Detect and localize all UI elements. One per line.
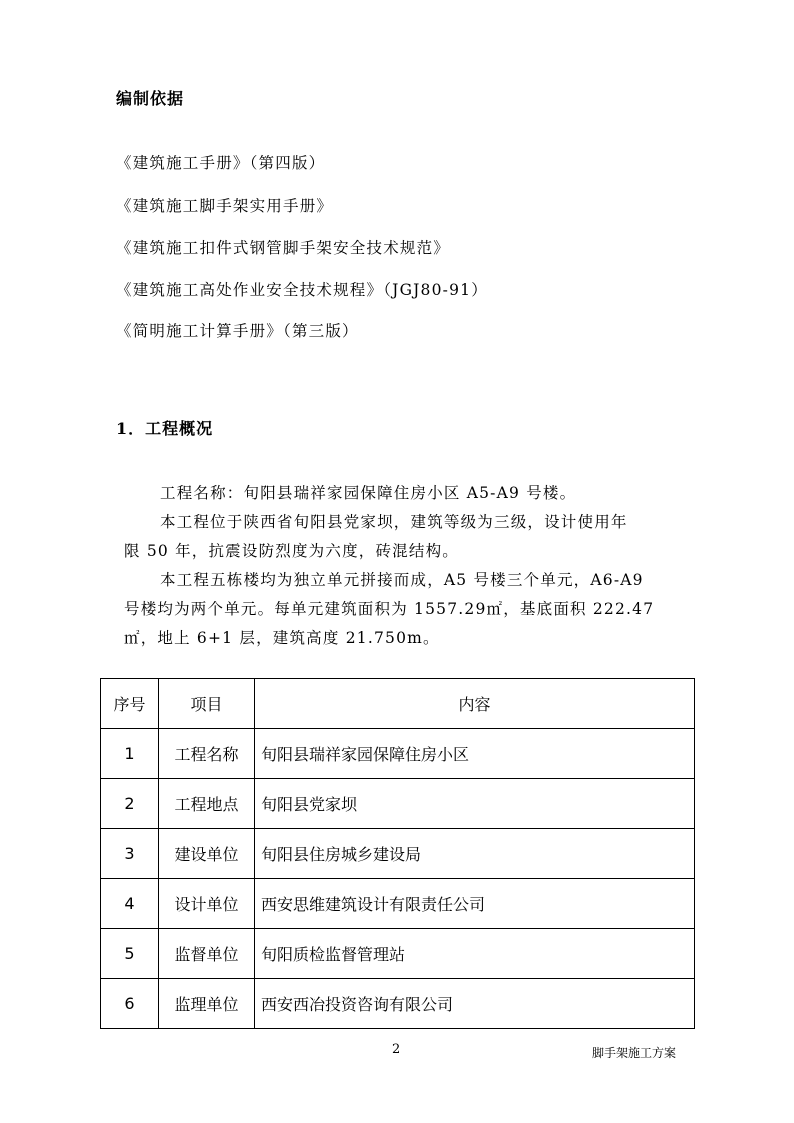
- table-row: [101, 729, 695, 779]
- footer-doc-title: 脚手架施工方案: [592, 1046, 677, 1060]
- row-item: 监理单位: [159, 979, 255, 1029]
- row-index: 1: [101, 729, 159, 779]
- row-index: 6: [101, 979, 159, 1029]
- row-index: 3: [101, 829, 159, 879]
- basis-heading: 编制依据: [116, 89, 185, 108]
- table-row: [101, 829, 695, 879]
- page-number: 2: [392, 1042, 401, 1057]
- overview-heading: 1．工程概况: [116, 419, 214, 438]
- row-index: 5: [101, 929, 159, 979]
- reference-item: 《建筑施工脚手架实用手册》: [116, 197, 334, 215]
- table-row: [101, 979, 695, 1029]
- table-row: [101, 929, 695, 979]
- row-content: 旬阳县住房城乡建设局: [255, 829, 695, 879]
- row-item: 建设单位: [159, 829, 255, 879]
- row-item: 工程地点: [159, 779, 255, 829]
- overview-line: 本工程位于陕西省旬阳县党家坝，建筑等级为三级，设计使用年: [160, 513, 628, 531]
- overview-line: ㎡，地上 6+1 层，建筑高度 21.750m。: [124, 629, 440, 647]
- overview-line: 限 50 年，抗震设防烈度为六度，砖混结构。: [124, 542, 459, 560]
- row-content: 西安思维建筑设计有限责任公司: [255, 879, 695, 929]
- row-item: 监督单位: [159, 929, 255, 979]
- row-item: 工程名称: [159, 729, 255, 779]
- row-item: 设计单位: [159, 879, 255, 929]
- overview-line: 工程名称：旬阳县瑞祥家园保障住房小区 A5-A9 号楼。: [160, 484, 577, 502]
- table-header-row: [101, 679, 695, 729]
- reference-item: 《简明施工计算手册》（第三版）: [116, 322, 359, 340]
- table-row: [101, 779, 695, 829]
- row-content: 旬阳县瑞祥家园保障住房小区: [255, 729, 695, 779]
- table-row: [101, 879, 695, 929]
- header-cell-item: 项目: [159, 679, 255, 729]
- project-info-table: [100, 678, 695, 1029]
- overview-line: 号楼均为两个单元。每单元建筑面积为 1557.29㎡，基底面积 222.47: [124, 600, 655, 618]
- reference-item: 《建筑施工高处作业安全技术规程》（JGJ80-91）: [116, 281, 488, 299]
- reference-item: 《建筑施工扣件式钢管脚手架安全技术规范》: [116, 239, 451, 257]
- row-content: 西安西冶投资咨询有限公司: [255, 979, 695, 1029]
- row-index: 4: [101, 879, 159, 929]
- header-cell-content: 内容: [255, 679, 695, 729]
- row-index: 2: [101, 779, 159, 829]
- row-content: 旬阳质检监督管理站: [255, 929, 695, 979]
- overview-line: 本工程五栋楼均为独立单元拼接而成，A5 号楼三个单元，A6-A9: [160, 571, 644, 589]
- reference-item: 《建筑施工手册》（第四版）: [116, 154, 326, 172]
- header-cell-index: 序号: [101, 679, 159, 729]
- row-content: 旬阳县党家坝: [255, 779, 695, 829]
